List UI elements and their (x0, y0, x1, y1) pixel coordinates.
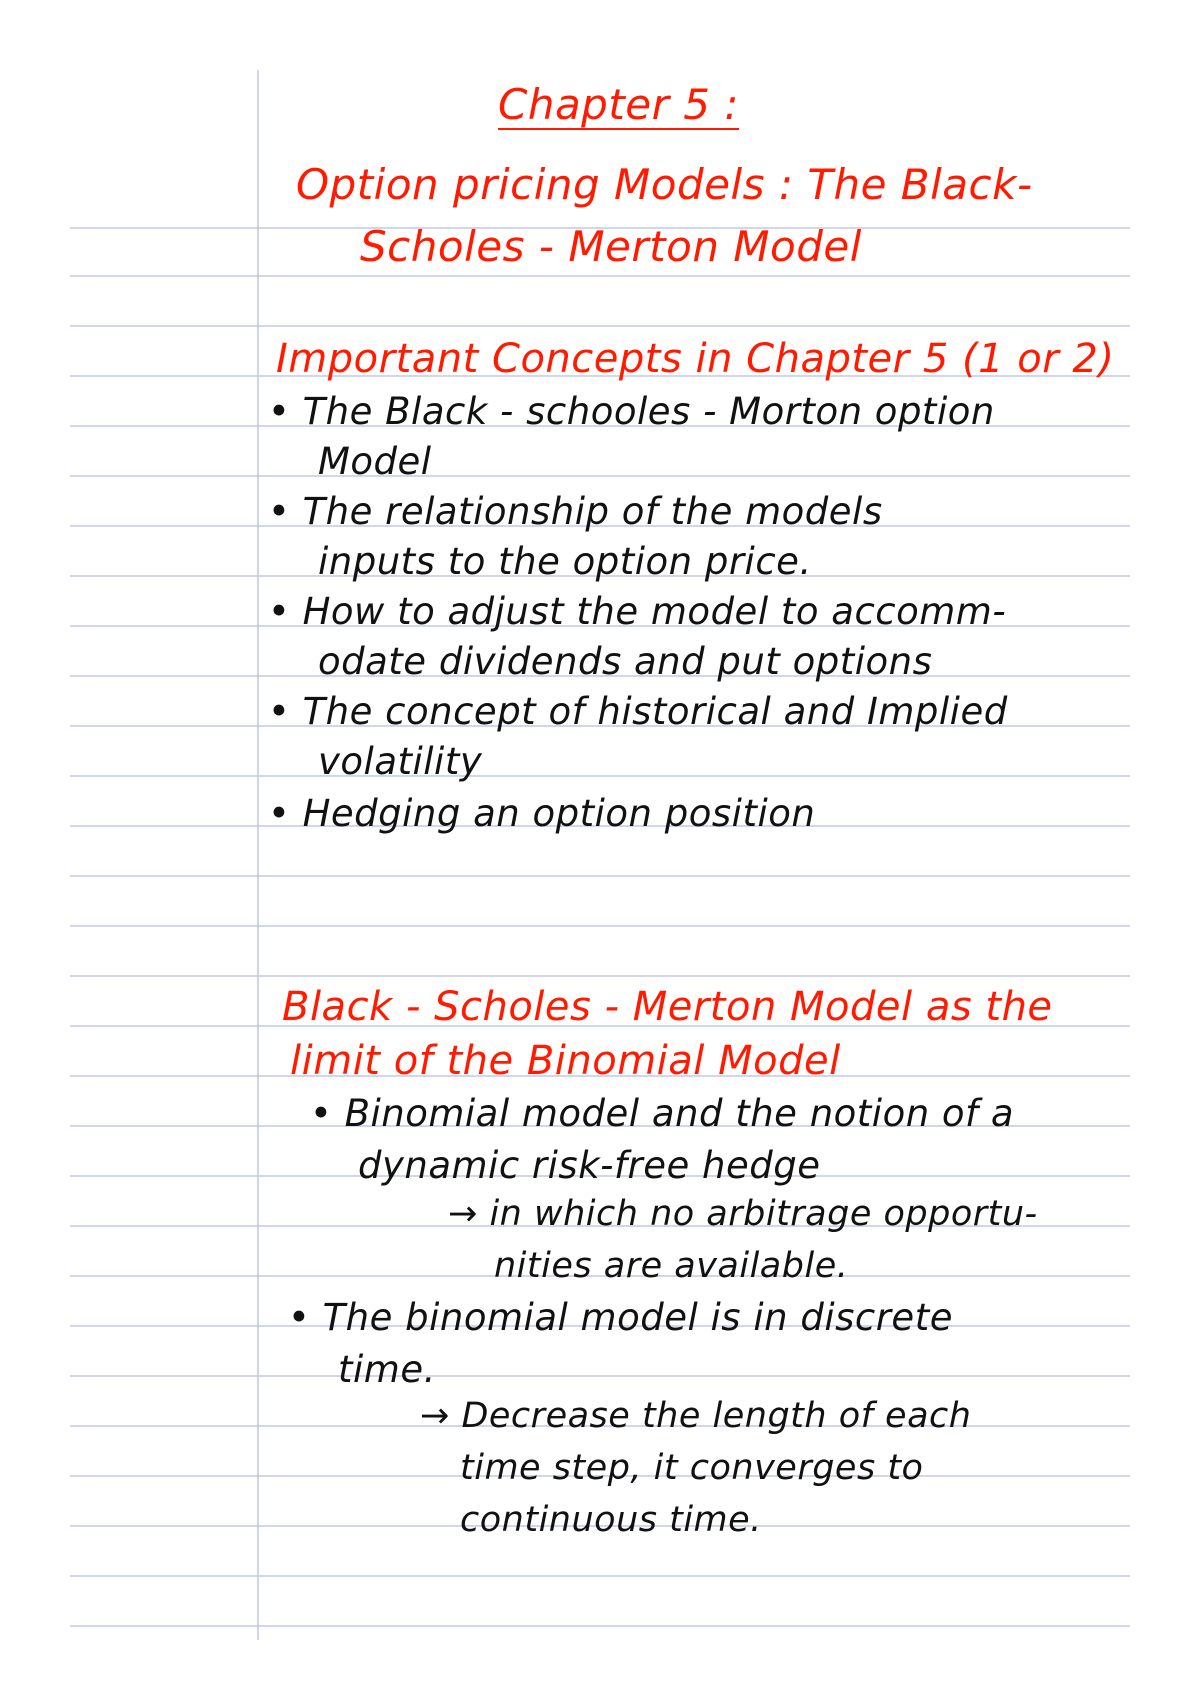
bsm-line: dynamic risk-free hedge (358, 1144, 821, 1187)
chapter-title-line-2: Scholes - Merton Model (360, 222, 862, 271)
concept-line: inputs to the option price. (318, 540, 812, 583)
concept-line: odate dividends and put options (318, 640, 933, 683)
concept-line: • The relationship of the models (268, 490, 883, 533)
concept-line: • The Black - schooles - Morton option (268, 390, 995, 433)
bsm-line: continuous time. (460, 1500, 762, 1540)
bsm-line: → Decrease the length of each (420, 1396, 972, 1436)
concept-line: • How to adjust the model to accomm- (268, 590, 1007, 633)
bsm-line: → in which no arbitrage opportu- (448, 1194, 1038, 1234)
concept-line: volatility (318, 740, 483, 783)
bsm-line: nities are available. (494, 1246, 849, 1286)
concept-line: • Hedging an option position (268, 792, 816, 835)
concept-line: Model (318, 440, 432, 483)
bsm-limit-heading-line-2: limit of the Binomial Model (290, 1038, 841, 1084)
chapter-label: Chapter 5 : (498, 80, 739, 129)
concept-line: • The concept of historical and Implied (268, 690, 1008, 733)
bsm-line: time step, it converges to (460, 1448, 924, 1488)
important-concepts-heading: Important Concepts in Chapter 5 (1 or 2) (276, 336, 1115, 382)
bsm-line: • The binomial model is in discrete (288, 1296, 953, 1339)
bsm-limit-heading-line-1: Black - Scholes - Merton Model as the (282, 984, 1053, 1030)
chapter-title-line-1: Option pricing Models : The Black- (296, 160, 1033, 209)
bsm-line: • Binomial model and the notion of a (310, 1092, 1015, 1135)
bsm-line: time. (338, 1348, 436, 1391)
